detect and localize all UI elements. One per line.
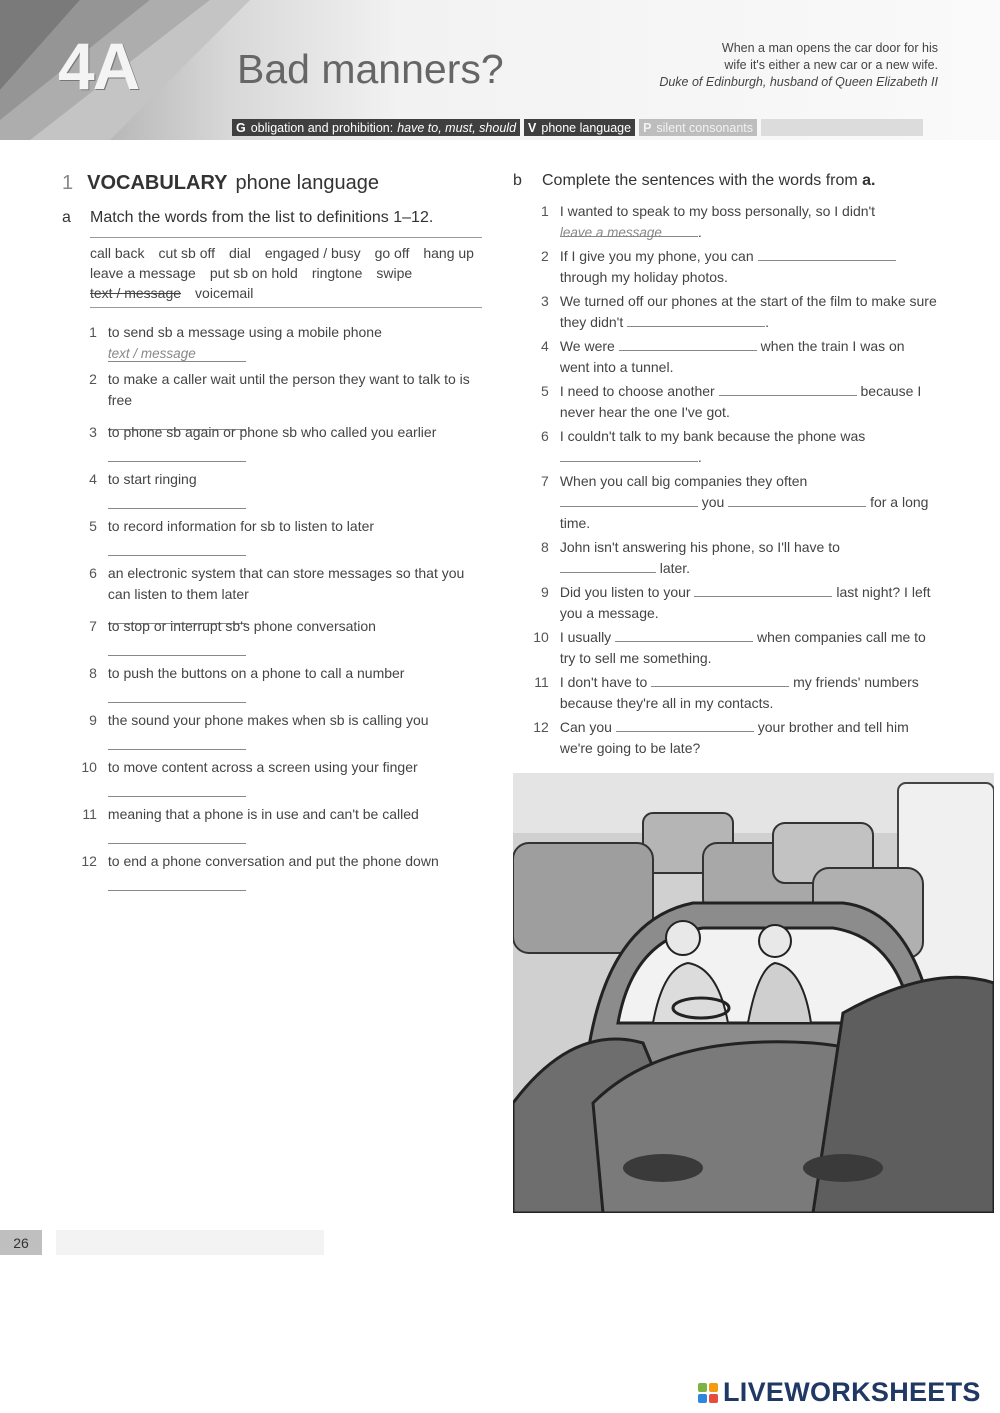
item-number: 11 [82, 806, 97, 822]
item-number: 4 [89, 471, 97, 487]
sentence-text: I usually [559, 629, 612, 645]
item-number: 3 [89, 424, 97, 440]
word-item: dial [229, 245, 251, 261]
header-quote [659, 40, 938, 91]
item-number: 6 [89, 565, 97, 581]
exercise-letter: a [62, 209, 71, 226]
sentence-text: I don't have to [559, 674, 648, 690]
answer-field[interactable] [108, 684, 246, 703]
tag-text: silent consonants [656, 120, 753, 135]
definition-item [62, 851, 487, 898]
answer-field[interactable] [108, 825, 246, 844]
sentence-text: Can you [559, 719, 612, 735]
answer-blank[interactable] [694, 582, 832, 597]
exercise-b-section [513, 172, 938, 762]
liveworksheets-icon [698, 1383, 718, 1403]
item-number: 8 [541, 539, 549, 555]
definition-text: to move content across a screen using your finger [107, 759, 418, 775]
item-number: 12 [81, 853, 97, 869]
sentence-list [513, 201, 938, 759]
section-title: VOCABULARY [87, 172, 228, 194]
word-item: swipe [376, 265, 413, 281]
definition-item [62, 757, 487, 804]
definition-text: to send sb a message using a mobile phone [107, 324, 382, 340]
tag-text-italic: have to, must, should [397, 120, 517, 135]
quote-line: When a man opens the car door for his [721, 41, 938, 55]
tag-letter: P [643, 120, 652, 135]
answer-blank[interactable] [619, 336, 757, 351]
item-number: 12 [533, 719, 549, 735]
unit-header [0, 0, 1000, 140]
sentence-item [513, 381, 938, 423]
quote-author: Duke of Edinburgh, husband of Queen Elizabeth II [659, 75, 938, 89]
topic-tag-bar [232, 119, 923, 136]
word-item: go off [374, 245, 410, 261]
answer-blank[interactable] [559, 222, 698, 240]
sentence-text: you [701, 494, 725, 510]
item-number: 7 [541, 473, 549, 489]
tag-text: obligation and prohibition: [250, 120, 394, 135]
tag-letter: G [236, 120, 246, 135]
definition-item [62, 322, 487, 369]
tag-text: phone language [541, 120, 632, 135]
tag-bar-filler [761, 119, 923, 136]
item-number: 7 [89, 618, 97, 634]
brand-name: LIVEWORKSHEETS [723, 1377, 981, 1407]
item-number: 1 [89, 324, 97, 340]
item-number: 6 [541, 428, 549, 444]
word-item: leave a message [90, 265, 196, 281]
sentence-text: your brother and tell him we're going to be late? [559, 719, 909, 756]
answer-blank[interactable] [758, 246, 896, 261]
definition-item [62, 369, 487, 422]
sentence-item [513, 471, 938, 534]
sentence-text: If I give you my phone, you can [559, 248, 754, 264]
answer-blank[interactable] [616, 717, 754, 732]
sentence-text: my friends' numbers because they're all in my contacts. [559, 674, 919, 711]
sentence-item [513, 201, 938, 243]
definition-item [62, 422, 487, 469]
word-item-used: text / message [90, 285, 182, 301]
answer-field[interactable]: text / message [108, 343, 246, 362]
sentence-text: later. [659, 560, 691, 576]
sentence-text: When you call big companies they often [559, 473, 808, 489]
sentence-text: I couldn't talk to my bank because the phone was [559, 428, 866, 444]
sentence-item [513, 291, 938, 333]
quote-line: wife it's either a new car or a new wife. [724, 58, 938, 72]
definition-item [62, 804, 487, 851]
item-number: 3 [541, 293, 549, 309]
unit-number: 4A [58, 29, 139, 103]
answer-field[interactable] [108, 731, 246, 750]
word-item: engaged / busy [264, 245, 361, 261]
sentence-text: I need to choose another [559, 383, 715, 399]
sentence-item [513, 336, 938, 378]
definition-text: the sound your phone makes when sb is calling you [107, 712, 429, 728]
word-item: put sb on hold [209, 265, 298, 281]
sentence-item [513, 627, 938, 669]
unit-title: Bad manners? [237, 46, 504, 92]
definition-text: to push the buttons on a phone to call a number [107, 665, 405, 681]
instruction-text: Complete the sentences with the words from [542, 172, 858, 189]
item-number: 10 [533, 629, 549, 645]
item-number: 8 [89, 665, 97, 681]
item-number: 4 [541, 338, 549, 354]
vocabulary-tag [524, 119, 635, 136]
grammar-tag [232, 119, 520, 136]
sentence-text: . [765, 314, 769, 330]
sentence-item [513, 426, 938, 468]
answer-blank[interactable] [728, 492, 866, 507]
answer-field[interactable] [108, 537, 246, 556]
vocabulary-section [62, 172, 487, 898]
item-number: 11 [534, 674, 549, 690]
instruction-ref: a. [862, 172, 876, 189]
sentence-text: because I never hear the one I've got. [559, 383, 922, 420]
sentence-text: We turned off our phones at the start of the film to make sure they didn't [559, 293, 937, 330]
sentence-item [513, 582, 938, 624]
liveworksheets-logo[interactable] [698, 1377, 981, 1408]
sentence-text: last night? I left you a message. [559, 584, 931, 621]
definition-text: to end a phone conversation and put the phone down [107, 853, 439, 869]
answer-blank[interactable] [615, 627, 753, 642]
item-number: 9 [541, 584, 549, 600]
answer-blank[interactable] [560, 447, 698, 462]
instruction-text: Match the words from the list to definitions 1–12. [90, 209, 434, 226]
sentence-text: when companies call me to try to sell me something. [559, 629, 926, 666]
answer-blank[interactable] [651, 672, 789, 687]
filled-answer: leave a message [559, 225, 662, 240]
definition-text: to stop or interrupt sb's phone conversation [107, 618, 376, 634]
answer-field[interactable] [108, 490, 246, 509]
answer-field[interactable] [108, 637, 246, 656]
sentence-text: We were [559, 338, 615, 354]
item-number: 9 [89, 712, 97, 728]
answer-field[interactable] [108, 872, 246, 891]
section-heading [62, 172, 487, 195]
word-item: ringtone [311, 265, 363, 281]
answer-blank[interactable] [560, 558, 656, 573]
sentence-text: . [697, 449, 702, 465]
definition-item [62, 516, 487, 563]
page-number: 26 [0, 1230, 42, 1255]
sentence-item [513, 246, 938, 288]
definition-text: to record information for sb to listen to later [107, 518, 375, 534]
word-list-box [90, 237, 482, 308]
sentence-item [513, 672, 938, 714]
section-subtitle: phone language [235, 172, 379, 194]
item-number: 2 [89, 371, 97, 387]
sentence-text: . [697, 224, 702, 240]
definition-text: meaning that a phone is in use and can't be called [107, 806, 419, 822]
answer-blank[interactable] [627, 312, 765, 327]
exercise-a-instruction [62, 209, 487, 227]
answer-field[interactable] [108, 778, 246, 797]
definition-list [62, 322, 487, 898]
definition-text: to start ringing [107, 471, 197, 487]
word-item: cut sb off [158, 245, 216, 261]
definition-item [62, 563, 487, 616]
item-number: 2 [541, 248, 549, 264]
sentence-text: Did you listen to your [559, 584, 691, 600]
definition-item [62, 663, 487, 710]
sentence-text: when the train I was on went into a tunnel. [559, 338, 905, 375]
traffic-jam-illustration [513, 773, 994, 1213]
traffic-jam-drawing [513, 773, 994, 1213]
sentence-text: John isn't answering his phone, so I'll have to [559, 539, 840, 555]
definition-item [62, 469, 487, 516]
answer-blank[interactable] [719, 381, 857, 396]
sentence-text: for a long time. [559, 494, 929, 531]
definition-text: to phone sb again or phone sb who called you earlier [107, 424, 437, 440]
sentence-text: through my holiday photos. [559, 269, 728, 285]
pronunciation-tag [639, 119, 757, 136]
sentence-item [513, 717, 938, 759]
definition-item [62, 616, 487, 663]
definition-text: to make a caller wait until the person they want to talk to is free [107, 371, 470, 408]
item-number: 5 [89, 518, 97, 534]
footer-ghost-text [56, 1230, 324, 1255]
item-number: 1 [541, 203, 549, 219]
item-number: 10 [81, 759, 97, 775]
word-item: call back [90, 245, 145, 261]
item-number: 5 [541, 383, 549, 399]
sentence-text: I wanted to speak to my boss personally, so I didn't [559, 203, 876, 219]
word-item: hang up [423, 245, 474, 261]
exercise-letter: b [513, 172, 522, 189]
sentence-item [513, 537, 938, 579]
answer-blank[interactable] [560, 492, 698, 507]
exercise-b-instruction [513, 172, 938, 190]
section-number: 1 [62, 172, 74, 194]
tag-letter: V [528, 120, 537, 135]
definition-text: an electronic system that can store messages so that you can listen to them later [107, 565, 465, 602]
answer-field[interactable] [108, 443, 246, 462]
word-item: voicemail [195, 285, 254, 301]
definition-item [62, 710, 487, 757]
